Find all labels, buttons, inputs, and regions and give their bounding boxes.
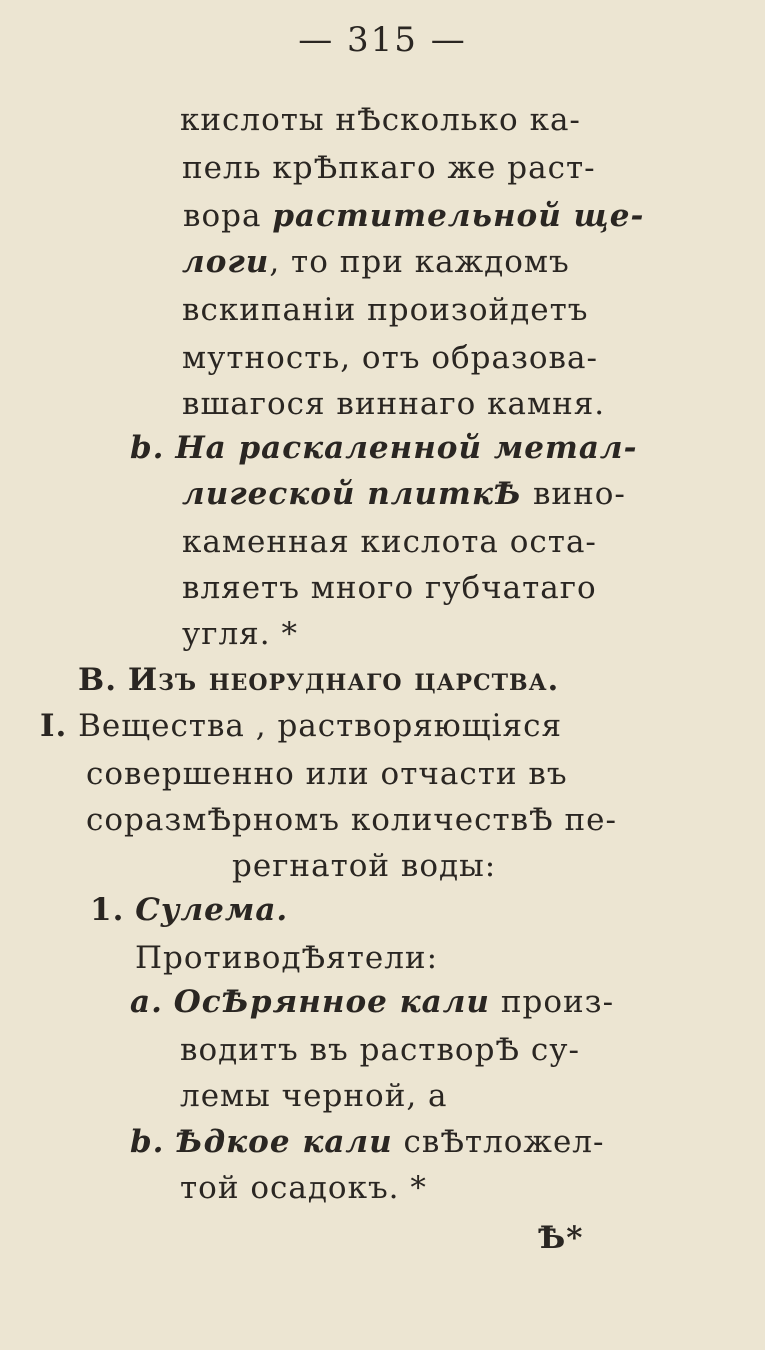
section-marker: В. (78, 662, 117, 698)
text-line (130, 428, 637, 468)
text-line: водитъ въ растворѢ су- (180, 1032, 580, 1068)
text-line (40, 706, 562, 746)
text-line (130, 982, 614, 1022)
text-line: кислоты нѢсколько ка- (180, 102, 581, 138)
text-line (182, 474, 626, 514)
text-line: мутность, отъ образова- (182, 340, 598, 376)
text-line (183, 196, 644, 236)
item-marker: b. (130, 430, 165, 466)
text-line: пель крѢпкаго же раст- (182, 150, 596, 186)
item-marker: a. (130, 984, 163, 1020)
text-fragment: вино- (532, 476, 626, 512)
text-fragment: Вещества , растворяющіяся (78, 708, 563, 744)
italic-term: растительной ще- (272, 198, 645, 234)
italic-term: лигеской плиткѢ (182, 476, 523, 512)
text-line: вшагося виннаго камня. (182, 386, 606, 422)
text-fragment: свѢтложел- (403, 1124, 605, 1160)
italic-term: Сулема. (135, 892, 289, 928)
italic-term: На раскаленной метал- (175, 430, 638, 466)
text-line (130, 1122, 604, 1162)
text-line: вляетъ много губчатаго (182, 570, 597, 606)
text-line: каменная кислота оста- (182, 524, 597, 560)
item-marker: b. (130, 1124, 165, 1160)
signature-mark: Ѣ* (538, 1220, 584, 1256)
item-marker: 1. (90, 892, 125, 928)
text-line: лемы черной, а (180, 1078, 448, 1114)
text-line: угля. * (182, 616, 298, 652)
italic-term: Ѣдкое кали (175, 1124, 393, 1160)
text-line (182, 242, 570, 282)
text-line: той осадокъ. * (180, 1170, 427, 1206)
page-number: — 315 — (298, 20, 467, 60)
italic-term: ОсѢрянное кали (173, 984, 490, 1020)
text-fragment: вора (183, 198, 262, 234)
section-title: Изъ неоруднаго царства. (127, 662, 560, 698)
text-fragment: произ- (500, 984, 615, 1020)
text-line: ПротиводѢятели: (135, 940, 439, 976)
text-line: совершенно или отчасти въ (86, 756, 568, 792)
text-line (90, 890, 288, 930)
text-fragment: , то при каждомъ (269, 244, 570, 280)
section-heading (78, 660, 559, 700)
text-line: соразмѢрномъ количествѢ пе- (86, 802, 617, 838)
text-line: регнатой воды: (232, 848, 497, 884)
item-marker: I. (40, 708, 68, 744)
italic-term: логи (182, 244, 270, 280)
text-line: вскипаніи произойдетъ (182, 292, 589, 328)
